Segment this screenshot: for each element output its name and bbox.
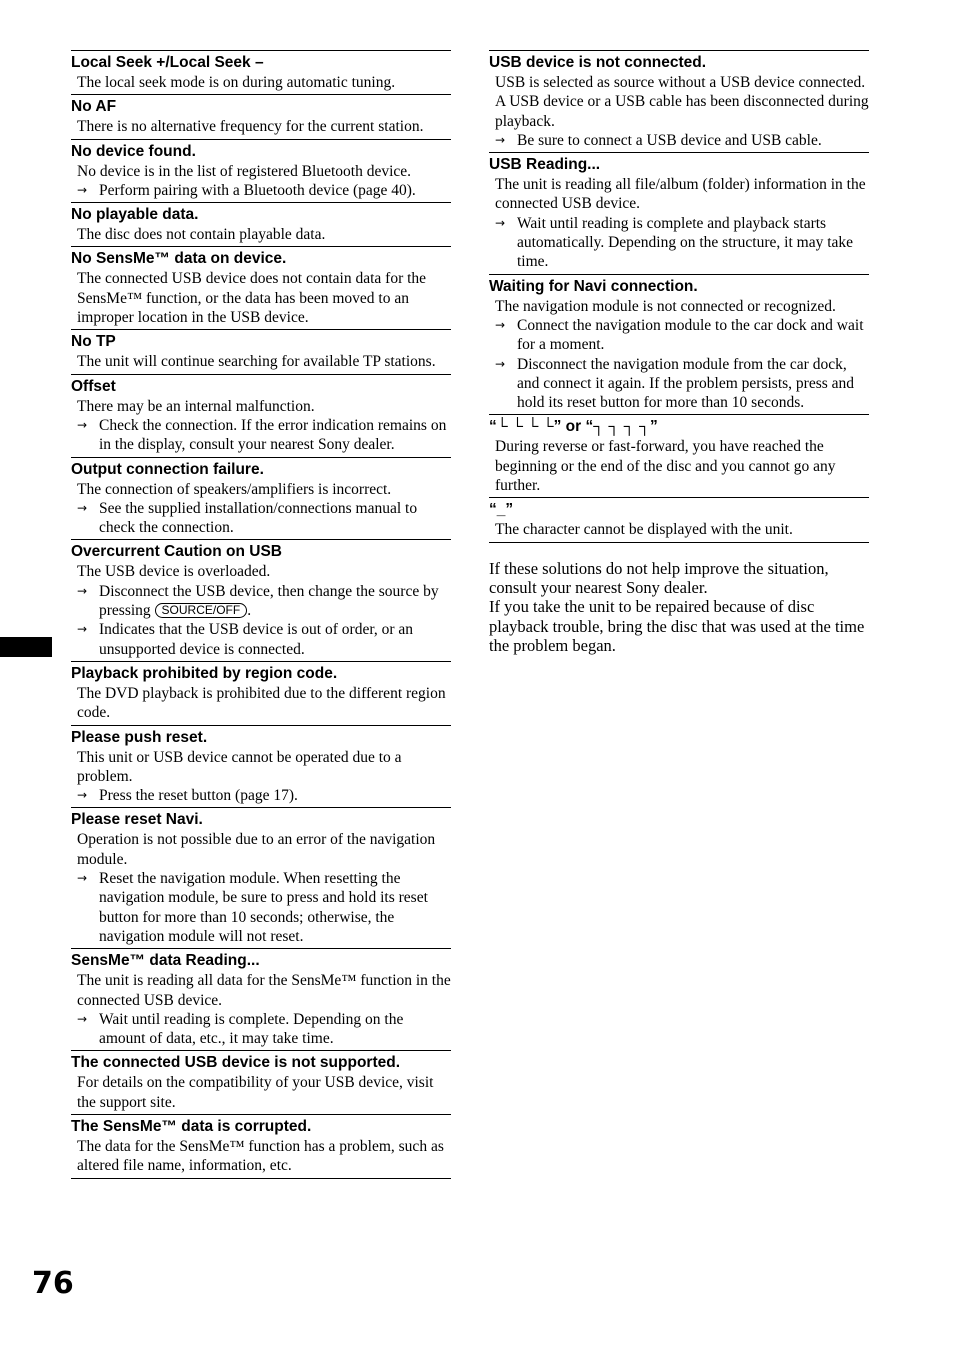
remedy-item: [71, 499, 451, 538]
message-heading: No playable data.: [71, 206, 199, 224]
right-column: [489, 50, 869, 655]
message-heading: USB Reading...: [489, 156, 601, 174]
message-heading: USB device is not connected.: [489, 54, 707, 71]
message-heading: Please push reset.: [71, 728, 208, 746]
message-entry: [489, 50, 869, 152]
message-entry: [71, 94, 451, 138]
right-arrow-icon: →: [77, 182, 88, 197]
message-description: The connection of speakers/amplifiers is incorrect.: [77, 480, 392, 498]
remedy-item: → Disconnect the USB device, then change the source by pressing SOURCE/OFF .: [77, 582, 439, 620]
message-entry: [71, 1050, 451, 1114]
message-heading: Output connection failure.: [71, 460, 264, 478]
right-arrow-icon: →: [495, 215, 506, 230]
closing-text: If these solutions do not help improve the situation, consult your nearest Sony dealer.: [489, 558, 829, 597]
message-entry: [489, 152, 869, 273]
message-entry: [71, 202, 451, 246]
remedy-item: [71, 1010, 451, 1049]
page-number: 76: [32, 1266, 74, 1301]
message-heading: No AF: [71, 98, 117, 116]
remedy-text: Disconnect the navigation module from the car dock, and connect it again. If the problem persists, press and hold its reset button for more than 10 seconds.: [517, 355, 855, 412]
remedy-text: Be sure to connect a USB device and USB cable.: [517, 131, 822, 149]
message-description: The unit is reading all data for the SensMe™ function in the connected USB device.: [77, 972, 451, 1009]
message-description: The unit will continue searching for available TP stations.: [77, 353, 436, 371]
right-arrow-icon: →: [77, 788, 88, 803]
remedy-item: [489, 316, 869, 355]
message-entry: [71, 948, 451, 1050]
message-entry: [489, 414, 869, 497]
message-description: The DVD playback is prohibited due to the different region code.: [77, 684, 446, 722]
message-heading: The connected USB device is not supported.: [71, 1054, 400, 1072]
message-entry: [489, 274, 869, 415]
message-heading: SensMe™ data Reading...: [71, 952, 260, 970]
remedy-item: [489, 355, 869, 413]
right-arrow-icon: →: [495, 356, 506, 371]
message-heading: Overcurrent Caution on USB: [71, 543, 282, 561]
message-entry: [489, 497, 869, 542]
message-entry: [71, 139, 451, 203]
message-description: There may be an internal malfunction.: [77, 397, 315, 415]
message-heading: No TP: [71, 333, 116, 351]
message-entry: [71, 725, 451, 808]
right-arrow-icon: →: [77, 417, 88, 432]
message-description: This unit or USB device cannot be operated due to a problem.: [77, 748, 402, 785]
message-description: The unit is reading all file/album (folder) information in the connected USB device.: [495, 176, 866, 213]
source-off-button-label: SOURCE/OFF: [155, 603, 248, 618]
right-arrow-icon: →: [77, 622, 88, 637]
right-arrow-icon: →: [77, 871, 88, 886]
message-description: The USB device is overloaded.: [77, 563, 271, 581]
remedy-item: [489, 131, 869, 150]
message-heading: “└ └ └ └” or “┐ ┐ ┐ ┐”: [489, 418, 658, 436]
message-description: There is no alternative frequency for the current station.: [77, 118, 424, 136]
remedy-text: Check the connection. If the error indication remains on in the display, consult your nearest Sony dealer.: [99, 416, 447, 454]
closing-paragraph: [489, 559, 869, 655]
message-heading: Waiting for Navi connection.: [489, 277, 698, 295]
remedy-text: Press the reset button (page 17).: [99, 787, 298, 805]
message-entry: [71, 329, 451, 373]
right-arrow-icon: →: [495, 317, 506, 332]
section-tab-marker: [0, 637, 52, 657]
message-heading: Offset: [71, 377, 116, 395]
message-heading: No device found.: [71, 142, 196, 160]
message-description: The disc does not contain playable data.: [77, 226, 326, 244]
right-arrow-icon: →: [495, 132, 506, 147]
remedy-text: Reset the navigation module. When resetting the navigation module, be sure to press and hold its reset button for more than 10 seconds; otherwise, the navigation module will not reset.: [99, 870, 428, 945]
remedy-item: [71, 181, 451, 200]
message-heading: Please reset Navi.: [71, 811, 203, 829]
remedy-item: [489, 214, 869, 272]
remedy-text: Wait until reading is complete. Depending on the amount of data, etc., it may take time.: [99, 1010, 404, 1048]
left-column: [71, 50, 451, 1179]
message-heading: The SensMe™ data is corrupted.: [71, 1117, 312, 1135]
message-description: During reverse or fast-forward, you have reached the beginning or the end of the disc and you cannot go any further.: [495, 438, 836, 495]
message-description: The navigation module is not connected or recognized.: [495, 297, 836, 315]
message-description: The character cannot be displayed with the unit.: [495, 521, 793, 539]
remedy-text: Disconnect the USB device, then change the source by pressing: [99, 582, 439, 620]
message-description: For details on the compatibility of your USB device, visit the support site.: [77, 1074, 434, 1111]
message-description: The data for the SensMe™ function has a problem, such as altered file name, information, etc.: [77, 1137, 444, 1175]
message-entry: [71, 457, 451, 540]
remedy-text: Connect the navigation module to the car dock and wait for a moment.: [517, 316, 864, 354]
remedy-item: [71, 416, 451, 455]
remedy-text: Indicates that the USB device is out of order, or an unsupported device is connected.: [99, 621, 414, 658]
message-heading: No SensMe™ data on device.: [71, 250, 287, 268]
message-entry: [71, 374, 451, 457]
right-arrow-icon: →: [77, 583, 88, 598]
message-description: The local seek mode is on during automatic tuning.: [77, 74, 396, 91]
message-description: The connected USB device does not contain data for the SensMe™ function, or the data has been moved to an improper location in the USB device.: [77, 270, 427, 327]
remedy-text: See the supplied installation/connections manual to check the connection.: [99, 499, 418, 537]
remedy-item: [71, 786, 451, 805]
remedy-text: Perform pairing with a Bluetooth device (page 40).: [99, 181, 416, 199]
message-entry: [71, 50, 451, 94]
message-heading: Playback prohibited by region code.: [71, 664, 338, 682]
message-entry: [71, 807, 451, 948]
remedy-item: [71, 620, 451, 659]
right-arrow-icon: →: [77, 500, 88, 515]
message-description: Operation is not possible due to an error of the navigation module.: [77, 831, 436, 868]
message-entry: [71, 246, 451, 329]
right-entries: [489, 50, 869, 543]
remedy-item: [71, 869, 451, 946]
right-arrow-icon: →: [77, 1011, 88, 1026]
closing-text-2: If you take the unit to be repaired because of disc playback trouble, bring the disc that was used at the time the problem began.: [489, 597, 865, 655]
message-heading: Local Seek +/Local Seek –: [71, 54, 264, 71]
message-description: USB is selected as source without a USB device connected. A USB device or a USB cable has been disconnected during playback.: [495, 74, 869, 130]
remedy-text: Wait until reading is complete and playback starts automatically. Depending on the structure, it may take time.: [517, 214, 854, 271]
message-entry: [71, 661, 451, 725]
message-description: No device is in the list of registered Bluetooth device.: [77, 162, 412, 180]
message-entry: [71, 1114, 451, 1179]
message-entry: [71, 539, 451, 660]
message-heading: “_”: [489, 501, 514, 519]
